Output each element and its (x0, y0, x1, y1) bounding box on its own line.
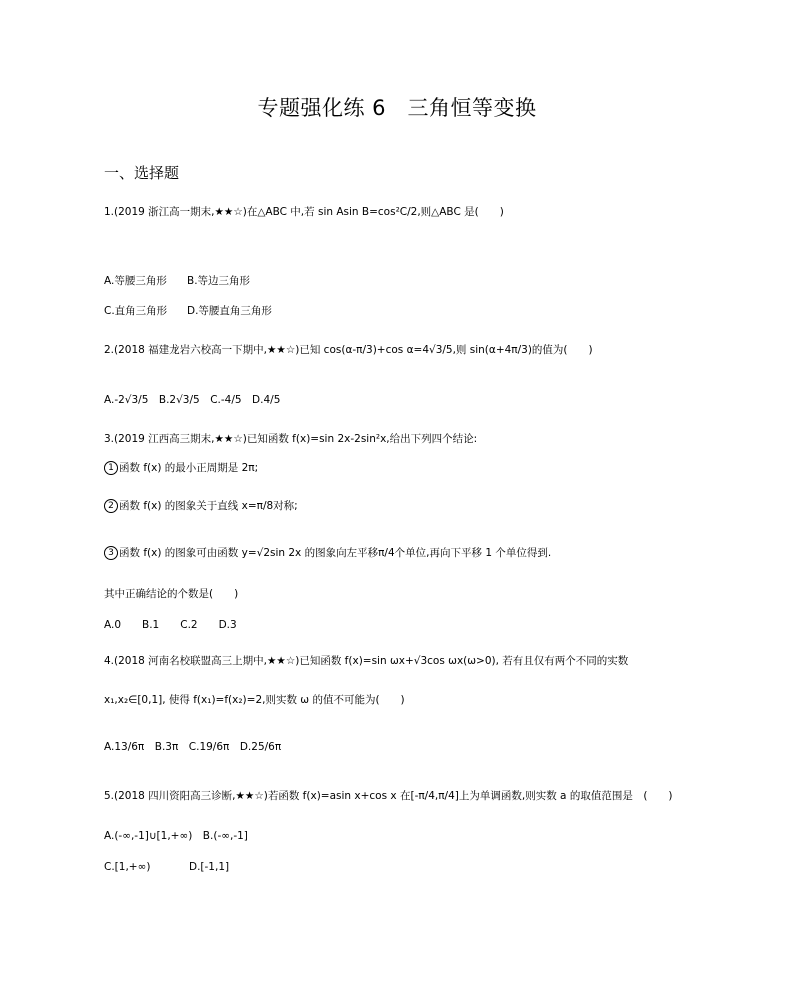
q3-conclusion-2 (104, 499, 298, 513)
q3-conclusion-1 (104, 461, 258, 475)
q3-stem: 3.(2019 江西高三期末,★★☆)已知函数 f(x)=sin 2x-2sin²x,给出下列四个结论: (104, 433, 478, 445)
q1-option-d: D.等腰直角三角形 (187, 305, 272, 317)
q5-option-c: C.[1,+∞) (104, 861, 151, 873)
q4-stem-line-2: x₁,x₂∈[0,1], 使得 f(x₁)=f(x₂)=2,则实数 ω 的值不可能为( ) (104, 694, 405, 706)
q2-stem: 2.(2018 福建龙岩六校高一下期中,★★☆)已知 cos(α-π/3)+cos α=4√3/5,则 sin(α+4π/3)的值为( ) (104, 344, 593, 356)
q1-option-b: B.等边三角形 (187, 275, 251, 287)
q1-option-c: C.直角三角形 (104, 305, 168, 317)
q3-conclusion-3 (104, 546, 551, 560)
q3-question: 其中正确结论的个数是( ) (104, 588, 239, 600)
q4-options: A.13/6π B.3π C.19/6π D.25/6π (104, 741, 282, 753)
q5-options-ab: A.(-∞,-1]∪[1,+∞) B.(-∞,-1] (104, 830, 248, 842)
q3-conclusion-2-text: 函数 f(x) 的图象关于直线 x=π/8对称; (119, 500, 298, 512)
q5-option-d: D.[-1,1] (189, 861, 230, 873)
q1-option-a: A.等腰三角形 (104, 275, 167, 287)
circled-number-1: 1 (104, 461, 118, 475)
section-heading: 一、选择题 (104, 164, 180, 182)
q3-options: A.0 B.1 C.2 D.3 (104, 619, 237, 631)
circled-number-3: 3 (104, 546, 118, 560)
page-title: 专题强化练 6 三角恒等变换 (257, 96, 537, 120)
q2-options: A.-2√3/5 B.2√3/5 C.-4/5 D.4/5 (104, 394, 281, 406)
q3-conclusion-3-text: 函数 f(x) 的图象可由函数 y=√2sin 2x 的图象向左平移π/4个单位,再向下平移 1 个单位得到. (119, 547, 552, 559)
q5-stem: 5.(2018 四川资阳高三诊断,★★☆)若函数 f(x)=asin x+cos x 在[-π/4,π/4]上为单调函数,则实数 a 的取值范围是 ( ) (104, 790, 673, 802)
q1-stem: 1.(2019 浙江高一期末,★★☆)在△ABC 中,若 sin Asin B=cos²C/2,则△ABC 是( ) (104, 206, 504, 218)
circled-number-2: 2 (104, 499, 118, 513)
q3-conclusion-1-text: 函数 f(x) 的最小正周期是 2π; (119, 462, 259, 474)
q4-stem-line-1: 4.(2018 河南名校联盟高三上期中,★★☆)已知函数 f(x)=sin ωx+√3cos ωx(ω>0), 若有且仅有两个不同的实数 (104, 655, 629, 667)
